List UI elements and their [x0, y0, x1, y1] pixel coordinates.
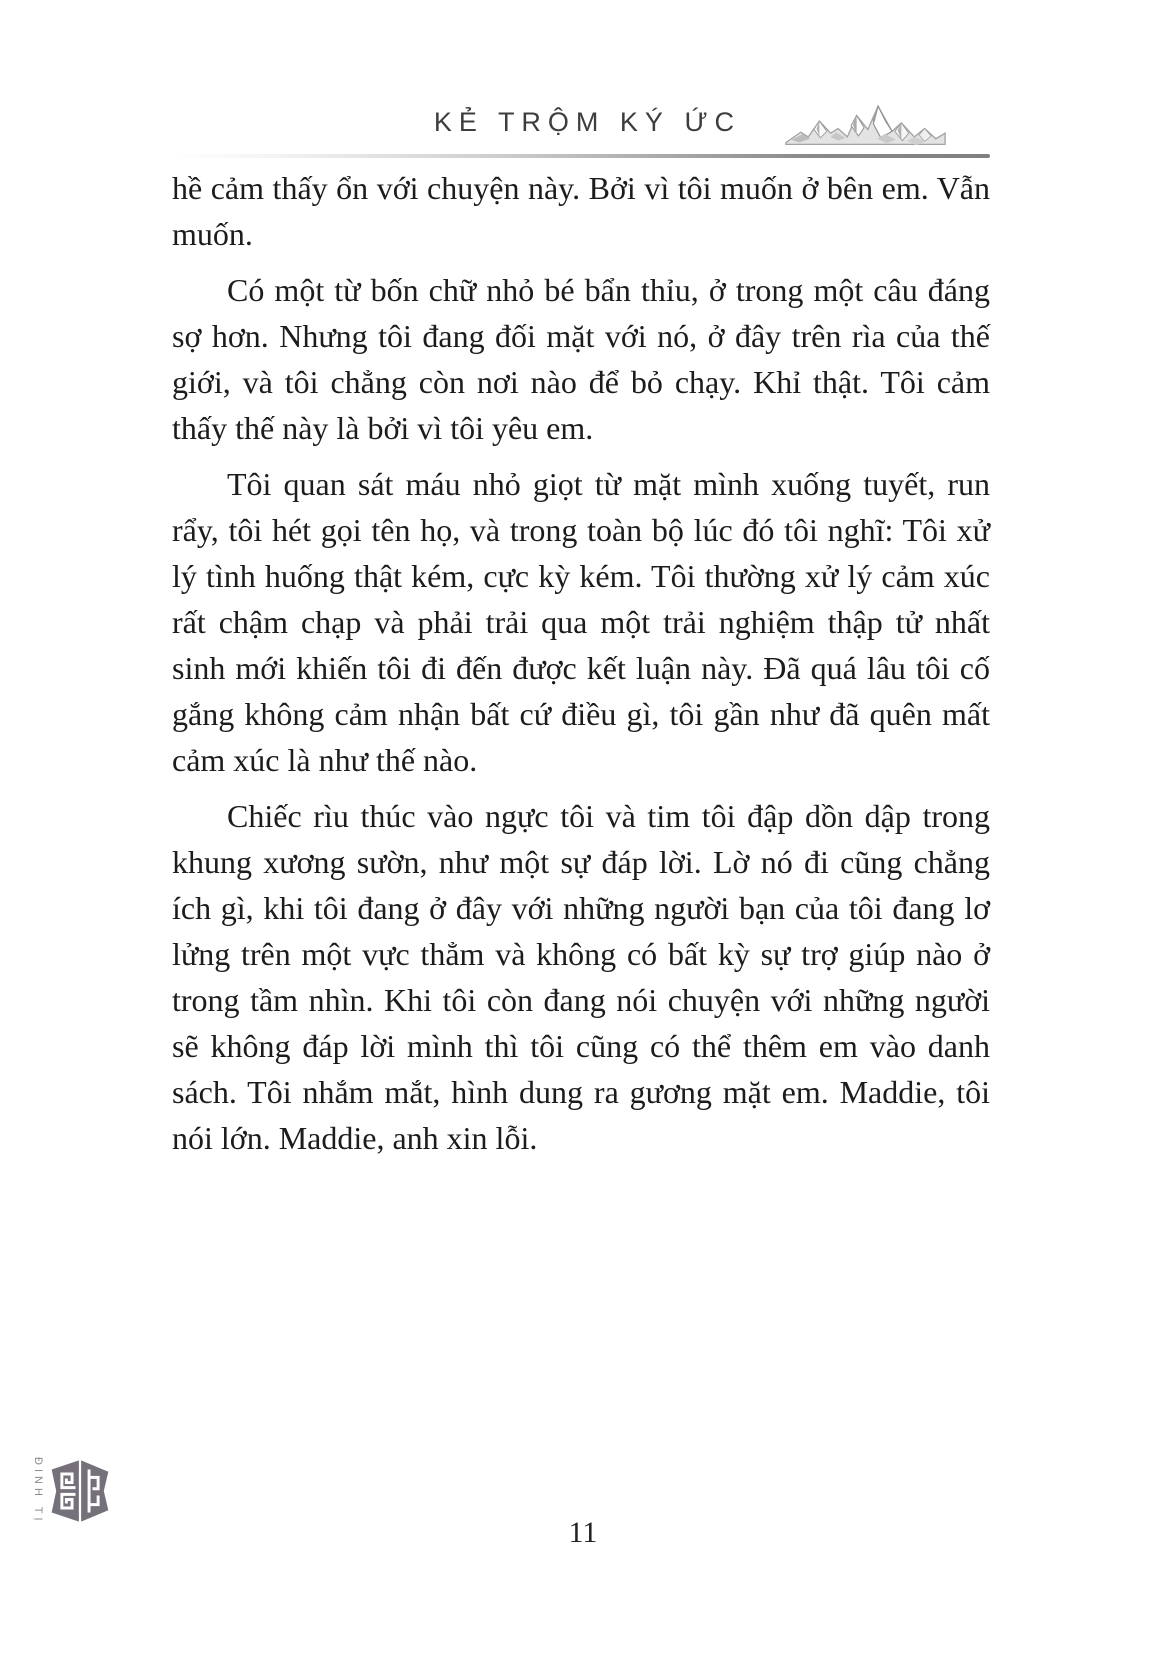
- paragraph: Chiếc rìu thúc vào ngực tôi và tim tôi đập dồn dập trong khung xương sườn, như một sự đáp lời. Lờ nó đi cũng chẳng ích gì, khi tôi đang ở đây với những người bạn của tôi đang lơ lửng trên một vực thẳm và không có bất kỳ sự trợ giúp nào ở trong tầm nhìn. Khi tôi còn đang nói chuyện với những người sẽ không đáp lời mình thì tôi cũng có thể thêm em vào danh sách. Tôi nhắm mắt, hình dung ra gương mặt em. Maddie, tôi nói lớn. Maddie, anh xin lỗi.: [172, 798, 990, 1156]
- body-text: [172, 165, 990, 1171]
- header-divider: [172, 154, 990, 158]
- paragraph: hề cảm thấy ổn với chuyện này. Bởi vì tôi muốn ở bên em. Vẫn muốn.: [172, 170, 990, 252]
- page-header: [172, 96, 990, 158]
- paragraph: Có một từ bốn chữ nhỏ bé bẩn thỉu, ở trong một câu đáng sợ hơn. Nhưng tôi đang đối mặt với nó, ở đây trên rìa của thế giới, và tôi chẳng còn nơi nào để bỏ chạy. Khỉ thật. Tôi cảm thấy thế này là bởi vì tôi yêu em.: [172, 272, 990, 446]
- page-number: 11: [568, 1516, 598, 1549]
- running-head-title: KẺ TRỘM KÝ ỨC: [433, 106, 741, 137]
- publisher-name-vertical: ĐINH TỊ: [32, 1457, 44, 1525]
- mountain-range-icon: [783, 95, 948, 149]
- paragraph: Tôi quan sát máu nhỏ giọt từ mặt mình xuống tuyết, run rẩy, tôi hét gọi tên họ, và trong toàn bộ lúc đó tôi nghĩ: Tôi xử lý tình huống thật kém, cực kỳ kém. Tôi thường xử lý cảm xúc rất chậm chạp và phải trải qua một trải nghiệm thập tử nhất sinh mới khiến tôi đi đến được kết luận này. Đã quá lâu tôi cố gắng không cảm nhận bất cứ điều gì, tôi gần như đã quên mất cảm xúc là như thế nào.: [172, 466, 990, 778]
